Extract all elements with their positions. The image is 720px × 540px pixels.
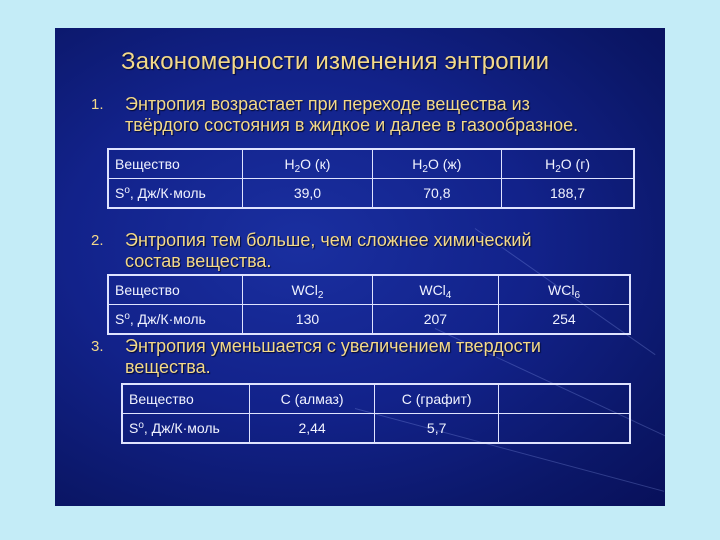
table-header-cell: C (алмаз) — [250, 384, 375, 414]
slide — [55, 28, 665, 506]
table-cell: $S^o$, Дж/К·моль — [108, 305, 243, 335]
entropy-table-3 — [121, 383, 631, 444]
slide-title: Закономерности изменения энтропии — [121, 48, 550, 75]
item-line: Энтропия тем больше, чем сложнее химический — [125, 230, 532, 250]
item-text — [125, 336, 645, 378]
table-header-cell: $H_2O$ (к) — [243, 149, 372, 179]
table-row — [108, 149, 634, 179]
table-header-cell: C (графит) — [374, 384, 499, 414]
item-line: Энтропия уменьшается с увеличением твердости — [125, 336, 541, 356]
table-cell: 188,7 — [502, 179, 634, 209]
table-header-cell — [499, 384, 630, 414]
table-row — [108, 179, 634, 209]
table-header-cell: WCl$_2$ — [243, 275, 372, 305]
table-cell: 254 — [499, 305, 630, 335]
item-number: 1. — [91, 96, 104, 113]
table-header-cell: $H_2O$ (ж) — [372, 149, 501, 179]
item-line: состав вещества. — [125, 251, 272, 271]
table-header-cell: WCl$_4$ — [372, 275, 498, 305]
item-line: Энтропия возрастает при переходе вещества из — [125, 94, 530, 114]
table-cell: $S^o$, Дж/К·моль — [122, 414, 250, 444]
table-cell: 5,7 — [374, 414, 499, 444]
entropy-table-2 — [107, 274, 631, 335]
table-row — [122, 384, 630, 414]
table-row — [122, 414, 630, 444]
table-cell: Вещество — [108, 149, 243, 179]
table-cell: Вещество — [122, 384, 250, 414]
item-text — [125, 94, 645, 136]
table-cell: 2,44 — [250, 414, 375, 444]
item-line: твёрдого состояния в жидкое и далее в газообразное. — [125, 115, 579, 135]
table-header-cell: WCl$_6$ — [499, 275, 630, 305]
table-header-cell: $H_2O$ (г) — [502, 149, 634, 179]
item-number: 2. — [91, 232, 104, 249]
table-row — [108, 275, 630, 305]
table-row — [108, 305, 630, 335]
item-text — [125, 230, 645, 272]
table-cell — [499, 414, 630, 444]
entropy-table-1 — [107, 148, 635, 209]
table-cell: $S^o$, Дж/К·моль — [108, 179, 243, 209]
item-line: вещества. — [125, 357, 211, 377]
table-cell: 207 — [372, 305, 498, 335]
table-cell: 70,8 — [372, 179, 501, 209]
table-cell: 130 — [243, 305, 372, 335]
table-cell: 39,0 — [243, 179, 372, 209]
item-number: 3. — [91, 338, 104, 355]
table-cell: Вещество — [108, 275, 243, 305]
